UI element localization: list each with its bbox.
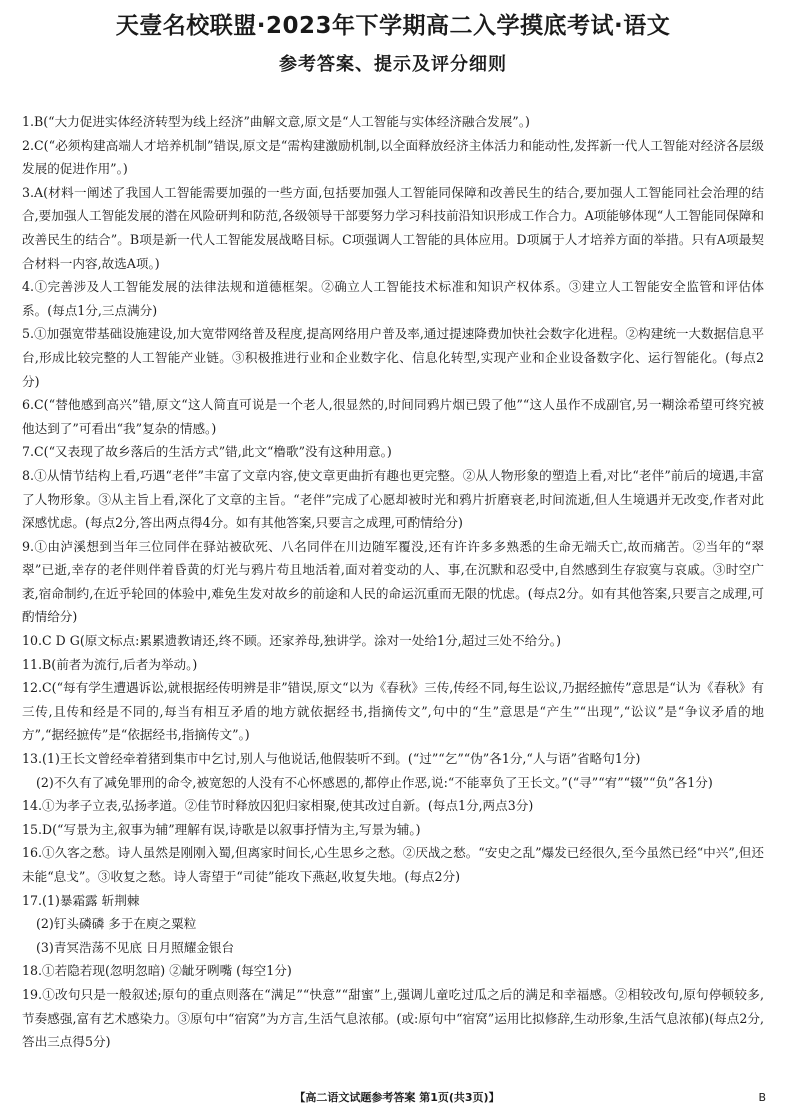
answer-item-13-2: (2)不久有了减免罪刑的命令,被宽恕的人没有不心怀感恩的,都停止作恶,说:“不能辜负了王长文。”(“寻”“宥”“辍”“负”各1分) [36, 774, 713, 790]
footer-version-mark: B [758, 1091, 766, 1104]
answer-item-14: 14.①为孝子立表,弘扬孝道。②佳节时释放囚犯归家相聚,使其改过自新。(每点1分,两点3分) [22, 798, 534, 814]
answer-item-18: 18.①若隐若现(忽明忽暗) ②龇牙咧嘴 (每空1分) [22, 963, 292, 979]
answer-item-3: 3.A(材料一阐述了我国人工智能需要加强的一些方面,包括要加强人工智能同保障和改善民生的结合,要加强人工智能同社会治理的结合,要加强人工智能发展的潜在风险研判和防范,各级领导干部要努力学习科技前沿知识形成工作合力。A项能够体现“人工智能同保障和改善民生的结合”。B项是新一代人工智能发展战略目标。C项强调人工智能的具体应用。D项属于人才培养方面的举措。只有A项最契合材料一内容,故选A项。) [22, 184, 764, 271]
answer-item-8: 8.①从情节结构上看,巧遇“老伴”丰富了文章内容,使文章更曲折有趣也更完整。②从人物形象的塑造上看,对比“老伴”前后的境遇,丰富了人物形象。③从主旨上看,深化了文章的主旨。“老伴”完成了心愿却被时光和鸦片折磨衰老,时间流逝,但人生境遇并无改变,作者对此深感忧虑。(每点2分,答出两点得4分。如有其他答案,只要言之成理,可酌情给分) [22, 467, 764, 531]
answer-item-17-1: 17.(1)暴霜露 斩荆棘 [22, 892, 140, 908]
footer-page-info: 【高二语文试题参考答案 第1页(共3页)】 [294, 1091, 500, 1104]
answer-item-16: 16.①久客之愁。诗人虽然是刚刚入蜀,但离家时间长,心生思乡之愁。②厌战之愁。“安史之乱”爆发已经很久,至今虽然已经“中兴”,但还未能“息戈”。③收复之愁。诗人寄望于“司徒”能攻下燕赵,收复失地。(每点2分) [22, 845, 764, 884]
page-footer [0, 1088, 794, 1108]
answer-item-4: 4.①完善涉及人工智能发展的法律法规和道德框架。②确立人工智能技术标准和知识产权体系。③建立人工智能安全监管和评估体系。(每点1分,三点满分) [22, 279, 764, 318]
answer-item-2: 2.C(“必须构建高端人才培养机制”错误,原文是“需构建激励机制,以全面释放经济主体活力和能动性,发挥新一代人工智能对经济各层级发展的促进作用”。) [22, 137, 764, 177]
answer-item-9: 9.①由泸溪想到当年三位同伴在驿站被砍死、八名同伴在川边随军覆没,还有许许多多熟悉的生命无端夭亡,故而痛苦。②当年的“翠翠”已逝,幸存的老伴则伴着昏黄的灯光与鸦片苟且地活着,面对着变动的人、事,在沉默和忍受中,自然感到生存寂寞与哀戚。③时空广袤,宿命制约,在近乎轮回的体验中,难免生发对故乡的前途和人民的命运沉重而无限的忧虑。(每点2分。如有其他答案,只要言之成理,可酌情给分) [22, 538, 764, 625]
answer-item-19: 19.①改句只是一般叙述;原句的重点则落在“满足”“快意”“甜蜜”上,强调儿童吃过瓜之后的满足和幸福感。②相较改句,原句停顿较多,节奏感强,富有艺术感染力。③原句中“宿窝”为方言,生活气息浓郁。(或:原句中“宿窝”运用比拟修辞,生动形象,生活气息浓郁)(每点2分,答出三点得5分) [22, 986, 764, 1050]
answer-item-5: 5.①加强宽带基础设施建设,加大宽带网络普及程度,提高网络用户普及率,通过提速降费加快社会数字化进程。②构建统一大数据信息平台,形成比较完整的人工智能产业链。③积极推进行业和企业数字化、信息化转型,实现产业和企业设备数字化、运行智能化。(每点2分) [22, 326, 764, 389]
answer-item-13-1: 13.(1)王长文曾经牵着猪到集市中乞讨,别人与他说话,他假装听不到。(“过”“乞”“伪”各1分,“人与语”省略句1分) [22, 751, 641, 767]
answer-item-10: 10.C D G(原文标点:累累遗教请还,终不顾。还家养母,独讲学。涂对一处给1分,超过三处不给分。) [22, 633, 561, 649]
page-title: 天壹名校联盟·2023年下学期高二入学摸底考试·语文 [115, 13, 671, 39]
answer-item-15: 15.D(“写景为主,叙事为辅”理解有误,诗歌是以叙事抒情为主,写景为辅。) [22, 821, 421, 837]
answer-item-1: 1.B(“大力促进实体经济转型为线上经济”曲解文意,原文是“人工智能与实体经济融合发展”。) [22, 114, 530, 129]
answer-item-7: 7.C(“又表现了故乡落后的生活方式”错,此文“橹歌”没有这种用意。) [22, 444, 392, 460]
answer-item-12: 12.C(“每有学生遭遇诉讼,就根据经传明辨是非”错误,原文“以为《春秋》三传,传经不同,每生讼议,乃据经摭传”意思是“认为《春秋》有三传,且传和经是不同的,每当有相互矛盾的地方就依据经书,指摘传文”,句中的“生”意思是“产生”“出现”,“讼议”是“争议矛盾的地方”,“据经摭传”是“依据经书,指摘传文”。) [22, 680, 764, 743]
answer-item-6: 6.C(“替他感到高兴”错,原文“这人简直可说是一个老人,很显然的,时间同鸦片烟已毁了他”“这人虽作不成副官,另一糊涂希望可终究被他达到了”可看出“我”复杂的情感。) [22, 397, 764, 436]
answer-list [22, 110, 764, 1054]
page-subtitle: 参考答案、提示及评分细则 [279, 54, 507, 75]
answer-item-11: 11.B(前者为流行,后者为举动。) [22, 656, 198, 672]
answer-item-17-3: (3)青冥浩荡不见底 日月照耀金银台 [36, 939, 235, 955]
answer-item-17-2: (2)钉头磷磷 多于在庾之粟粒 [36, 916, 197, 932]
